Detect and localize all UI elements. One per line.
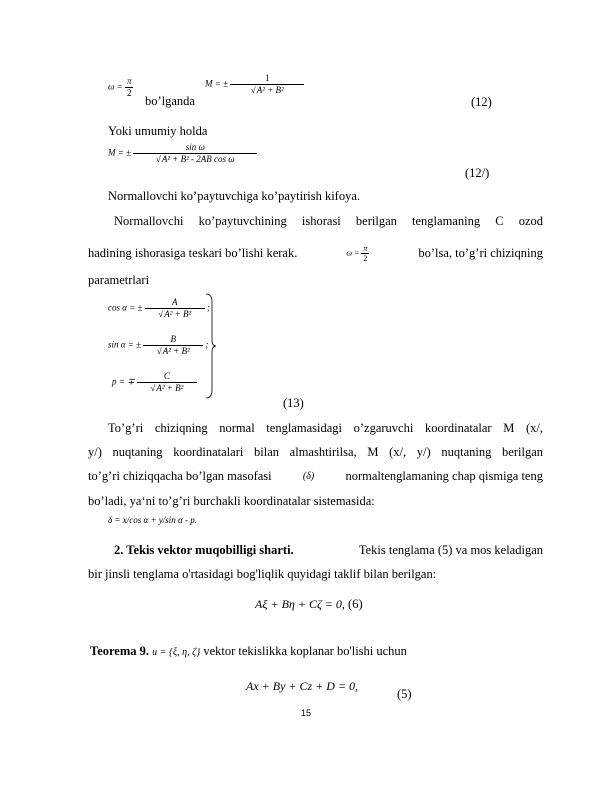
para3-line2: bir jinsli tenglama o'rtasidagi bog'liqlik quyidagi taklif bilan berilgan:	[88, 567, 437, 581]
eq12p-fraction: $\frac{\text{sin ω}}{\text{√A² + B² - 2AB cos ω}}$	[133, 142, 257, 165]
eq13-cos-sep: ;	[206, 302, 210, 313]
eq13-cos-lhs: cos α = ±	[108, 302, 143, 313]
eq13-p-num: C	[137, 371, 197, 383]
para1-line2-b: bo’lsa, to’g’ri chiziqning	[418, 246, 543, 260]
para1-omega	[346, 244, 369, 263]
theorem-text: vektor tekislikka koplanar bo'lishi uchun	[203, 644, 407, 658]
page-number: 15	[301, 708, 312, 718]
eq12-omega	[108, 76, 133, 99]
para1-line2-a: hadining ishorasiga teskari bo’lishi kerak.	[88, 246, 298, 260]
eq12-M-lhs: M = ±	[205, 78, 229, 89]
eq12-text: bo’lganda	[145, 94, 195, 108]
general-form-text: Yoki umumiy holda	[108, 124, 208, 138]
para2-delta: (δ)	[302, 471, 315, 482]
eq5-number: (5)	[397, 687, 412, 701]
eq12p	[108, 142, 257, 165]
eq12-M-den: A² + B²	[256, 85, 284, 95]
eq13-sin-den: A² + B²	[162, 346, 190, 356]
eq13-p-lhs: p = ∓	[112, 376, 135, 387]
eq13-sin-lhs: sin α = ±	[108, 339, 141, 350]
eq12-omega-lhs: ω =	[108, 81, 123, 92]
para3-line1	[114, 543, 543, 558]
para1-line3: parametrlari	[88, 273, 150, 287]
eq13-sin	[108, 334, 209, 357]
eq12-M	[205, 73, 304, 96]
para1-omega-lhs: ω =	[346, 248, 360, 258]
para3-heading: 2. Tekis vektor muqobilligi sharti.	[114, 543, 294, 557]
eq12-M-num: 1	[230, 73, 304, 85]
eq12-M-fraction: $\frac{1}{\text{√A² + B²}}$	[230, 73, 304, 96]
eq12p-num: sin ω	[133, 142, 257, 154]
eq13-p-den: A² + B²	[156, 383, 184, 393]
para2-line3-b: normaltenglamaning chap qismiga teng	[345, 469, 543, 483]
para1-omega-fraction	[361, 244, 369, 263]
para2-formula: δ = x/cos α + y/sin α - p.	[108, 515, 198, 525]
eq12-omega-num: π	[126, 76, 132, 86]
para2-line1: To’g’ri chiziqning normal tenglamasidagi o’zgaruvchi koordinatalar M (x/,	[108, 421, 543, 435]
eq12-number: (12)	[471, 95, 492, 109]
eq13-p	[112, 371, 197, 394]
eq13-cos-num: A	[145, 297, 205, 309]
eq13-number: (13)	[283, 396, 304, 410]
eq13-p-fraction: $\frac{C}{\text{√A² + B²}}$	[137, 371, 197, 394]
eq6-number: (6)	[348, 597, 363, 611]
para2-line2: y/) nuqtaning koordinatalari bilan almashtirilsa, M (x/, y/) nuqtaning berilgan	[88, 445, 543, 459]
para1-line1: Normallovchi ko’paytuvchining ishorasi berilgan tenglamaning C ozod	[114, 214, 543, 228]
eq12p-den: A² + B² - 2AB cos ω	[161, 154, 235, 164]
eq13-sin-num: B	[143, 334, 203, 346]
eq12p-number: (12/)	[465, 166, 490, 180]
para1-omega-den: 2	[363, 254, 368, 263]
eq12p-lhs: M = ±	[108, 147, 132, 158]
eq13-cos-den: A² + B²	[164, 309, 192, 319]
para1-line2	[88, 244, 543, 263]
eq12-omega-den: 2	[126, 88, 132, 98]
eq13-brace	[204, 292, 218, 400]
para2-line3	[88, 469, 543, 484]
para3-line1-rest: Tekis tenglama (5) va mos keladigan	[358, 543, 543, 557]
normalizing-text: Normallovchi ko’paytuvchiga ko’paytirish kifoya.	[108, 189, 361, 203]
theorem-vector: u = {ξ, η, ζ}	[152, 647, 201, 658]
para2-line4: bo’ladi, ya‘ni to’g’ri burchakli koordinatalar sistemasida:	[88, 494, 375, 508]
eq13-cos-fraction: $\frac{A}{\text{√A² + B²}}$	[145, 297, 205, 320]
para2-line3-a: to’g’ri chiziqqacha bo’lgan masofasi	[88, 469, 272, 483]
eq6	[255, 597, 363, 612]
theorem-label: Teorema 9.	[90, 644, 150, 658]
eq13-cos	[108, 297, 210, 320]
eq13-sin-fraction: $\frac{B}{\text{√A² + B²}}$	[143, 334, 203, 357]
theorem-9	[90, 644, 407, 659]
eq5-formula: Ax + By + Cz + D = 0,	[246, 679, 359, 693]
para1-omega-num: π	[363, 244, 368, 253]
eq12-omega-fraction	[125, 76, 134, 99]
eq13-sin-sep: ;	[205, 339, 209, 350]
eq6-formula: Aξ + Bη + Cζ = 0,	[255, 597, 345, 611]
